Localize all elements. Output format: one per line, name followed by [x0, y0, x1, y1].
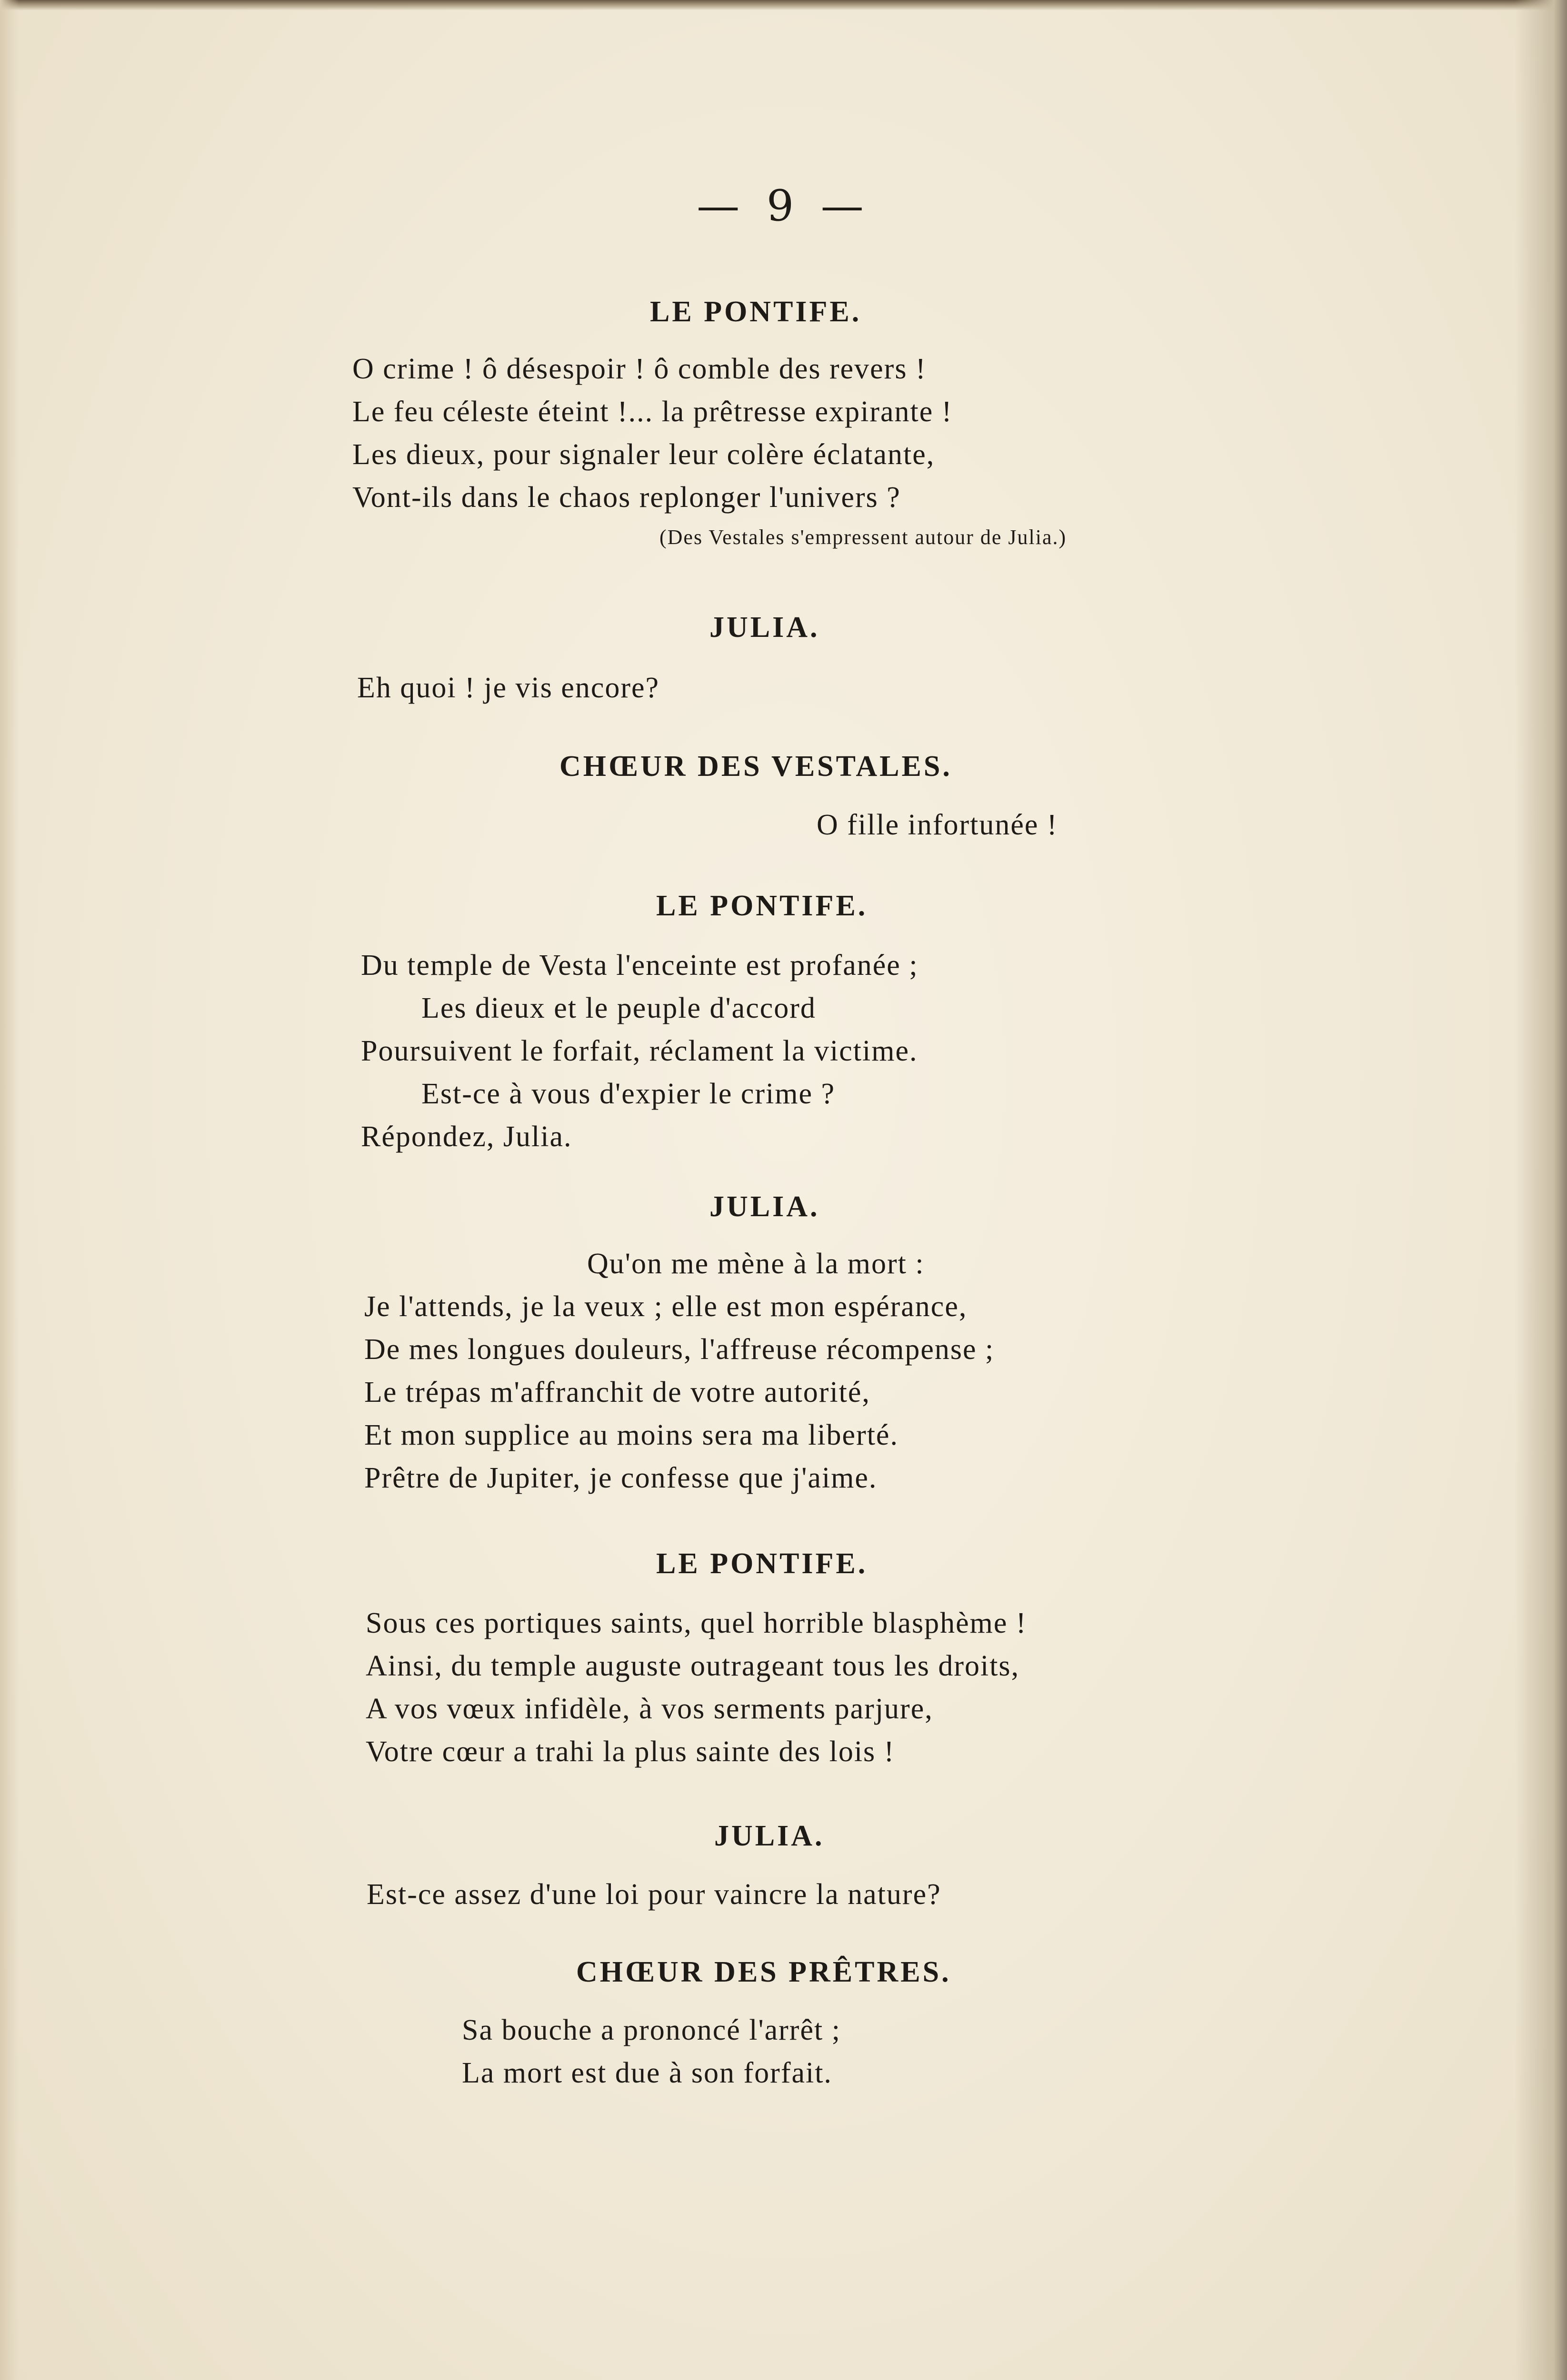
verse-line: Je l'attends, je la veux ; elle est mon espérance, [364, 1290, 968, 1323]
speaker-name: LE PONTIFE. [650, 296, 862, 328]
verse-line: Qu'on me mène à la mort : [587, 1248, 925, 1280]
speaker-name: JULIA. [709, 611, 820, 644]
verse-line: Les dieux, pour signaler leur colère éclatante, [352, 438, 935, 471]
verse-line: Le trépas m'affranchit de votre autorité, [364, 1376, 870, 1408]
verse-line: Est-ce assez d'une loi pour vaincre la nature? [367, 1878, 941, 1911]
verse-line: Le feu céleste éteint !... la prêtresse expirante ! [352, 396, 953, 428]
speaker-name: LE PONTIFE. [656, 890, 868, 922]
verse-line: Et mon supplice au moins sera ma liberté. [364, 1419, 898, 1451]
speaker-name: CHŒUR DES PRÊTRES. [576, 1956, 951, 1988]
verse-line: Ainsi, du temple auguste outrageant tous les droits, [366, 1650, 1020, 1682]
speaker-name: LE PONTIFE. [656, 1547, 868, 1580]
page-number: — 9 — [697, 181, 870, 231]
page-top-edge [0, 0, 1567, 10]
verse-line: Prêtre de Jupiter, je confesse que j'aime. [364, 1462, 878, 1494]
verse-line: Eh quoi ! je vis encore? [357, 672, 660, 704]
verse-line: Sous ces portiques saints, quel horrible blasphème ! [366, 1607, 1027, 1639]
verse-line: Répondez, Julia. [361, 1121, 572, 1153]
verse-line: Du temple de Vesta l'enceinte est profanée ; [361, 949, 918, 982]
verse-line: O crime ! ô désespoir ! ô comble des revers ! [352, 353, 927, 385]
page-right-edge [1515, 0, 1567, 2380]
verse-line: Est-ce à vous d'expier le crime ? [421, 1078, 836, 1110]
verse-line: Sa bouche a prononcé l'arrêt ; [462, 2014, 841, 2046]
verse-line: A vos vœux infidèle, à vos serments parjure, [366, 1693, 933, 1725]
verse-line: Vont-ils dans le chaos replonger l'univers ? [352, 481, 901, 514]
page-left-edge [0, 0, 19, 2380]
verse-line: De mes longues douleurs, l'affreuse récompense ; [364, 1333, 995, 1366]
speaker-name: JULIA. [709, 1190, 820, 1223]
verse-line: Poursuivent le forfait, réclament la victime. [361, 1035, 918, 1067]
verse-line: La mort est due à son forfait. [462, 2057, 832, 2089]
verse-line: Les dieux et le peuple d'accord [421, 992, 816, 1024]
verse-line: O fille infortunée ! [817, 809, 1058, 841]
stage-direction: (Des Vestales s'empressent autour de Julia.) [659, 526, 1067, 549]
speaker-name: CHŒUR DES VESTALES. [559, 750, 952, 783]
speaker-name: JULIA. [714, 1820, 825, 1852]
verse-line: Votre cœur a trahi la plus sainte des lois ! [366, 1735, 895, 1768]
